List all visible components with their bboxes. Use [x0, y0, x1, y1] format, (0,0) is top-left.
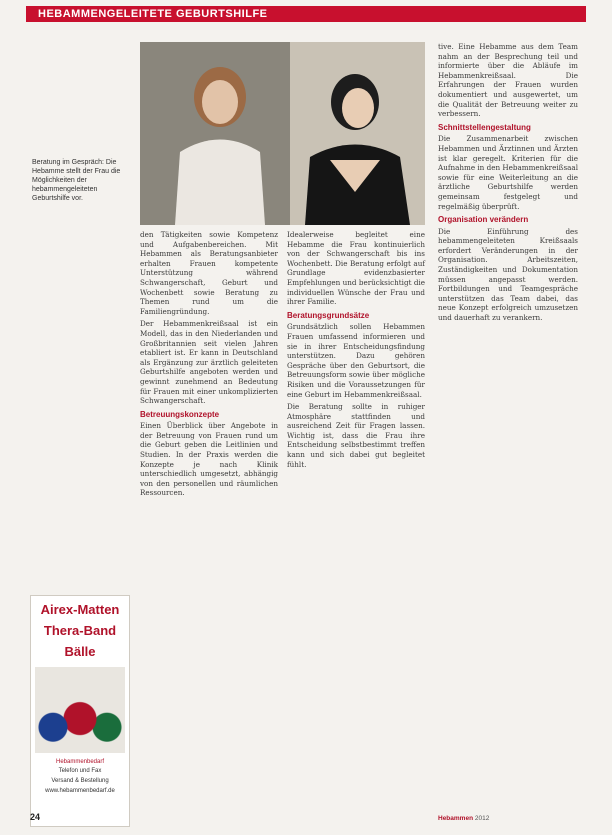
- ad-website[interactable]: www.hebammenbedarf.de: [45, 788, 115, 794]
- paragraph: Einen Überblick über Angebote in der Betreuung von Frauen rund um die Geburt geben die Leitlinien und Studien. In der Praxis werden die Konzepte je nach Klinik unterschiedlich umgesetzt, abhängig von den personellen und räumlichen Ressourcen.: [140, 421, 278, 498]
- page-number: 24: [30, 812, 41, 822]
- paragraph: den Tätigkeiten sowie Kompetenz und Aufgabenbereichen. Mit Hebammen als Beratungsanbieter erhalten Frauen kompetente Unterstützung während Schwangerschaft, Geburt und Wochenbett sowie Beratung zu Themen rund um die Familiengründung.: [140, 230, 278, 316]
- paragraph: Die Einführung des hebammengeleiteten Kreißsaals erfordert Veränderungen in der Organisation. Arbeitszeiten, Zuständigkeiten und Dokumentation müssen angepasst werden. Fortbildungen und Teamgespräche unterstützen das Team dabei, das neue Konzept erfolgreich umzusetzen und dauerhaft zu verankern.: [438, 226, 578, 323]
- paragraph: Die Zusammenarbeit zwischen Hebammen und Ärztinnen und Ärzten ist klar geregelt. Kriterien für die Aufnahme in den Hebammenkreißsaal sowie für eine Weiterleitung an die ärztliche Geburtshilfe werden gemeinsam festgelegt und regelmäßig überprüft.: [438, 134, 578, 211]
- ad-tagline: Hebammenbedarf: [55, 759, 105, 765]
- photo-caption: Beratung im Gespräch: Die Hebamme stellt der Frau die Möglichkeiten der hebammengeleiteten Geburtshilfe vor.: [32, 159, 121, 202]
- paragraph: Der Hebammenkreißsaal ist ein Modell, das in den Niederlanden und Großbritannien seit vielen Jahren etabliert ist. Er kann in Deutschland als Ergänzung zur ärztlich geleiteten Geburtshilfe angeboten werden und gewinnt zunehmend an Bedeutung für Frauen mit einer unkomplizierten Schwangerschaft.: [140, 319, 278, 406]
- mat-rolls-image: [35, 667, 125, 753]
- subheading: Organisation verändern: [438, 215, 529, 225]
- ad-title-3: Bälle: [64, 644, 96, 659]
- subheading: Schnittstellengestaltung: [438, 122, 531, 132]
- subheading: Beratungsgrundsätze: [287, 310, 370, 320]
- section-header: [26, 6, 586, 22]
- paragraph: tive. Eine Hebamme aus dem Team nahm an der Besprechung teil und informierte über die Abläufe im Hebammenkreißsaal. Die Erfahrungen der Frauen wurden dokumentiert und ausgewertet, um die Qualität der Betreuung weiter zu verbessern.: [438, 42, 578, 119]
- ad-contact-1: Telefon und Fax: [58, 768, 102, 774]
- ad-title-1: Airex-Matten: [40, 602, 120, 617]
- text-column-3: [438, 42, 578, 326]
- journal-issue: 2012: [474, 815, 490, 822]
- text-column-2: [287, 230, 425, 472]
- ad-title-2: Thera-Band: [43, 623, 117, 638]
- article-photo: [140, 42, 425, 225]
- section-title: HEBAMMENGELEITETE GEBURTSHILFE: [38, 8, 268, 20]
- advertisement[interactable]: [30, 595, 130, 827]
- journal-name: Hebammen: [438, 815, 474, 822]
- paragraph: Die Beratung sollte in ruhiger Atmosphäre stattfinden und ausreichend Zeit für Fragen lassen. Wichtig ist, dass die Frau ihre Entscheidung selbstbestimmt treffen kann und sich dabei gut begleitet fühlt.: [287, 402, 425, 469]
- ad-contact-2: Versand & Bestellung: [51, 778, 109, 784]
- paragraph: Grundsätzlich sollen Hebammen Frauen umfassend informieren und sie in ihrer Entscheidungsfindung unterstützen. Dazu gehören Gespräche über den Geburtsort, die Betreuungsform sowie über mögliche Risiken und die Voraussetzungen für eine Geburt im Hebammenkreißsaal.: [287, 322, 425, 399]
- photo-illustration: [140, 42, 425, 225]
- text-column-1: [140, 230, 278, 501]
- journal-footer: [438, 815, 489, 822]
- paragraph: Idealerweise begleitet eine Hebamme die Frau kontinuierlich von der Schwangerschaft bis ins Wochenbett. Die Beratung erfolgt auf Grundlage evidenzbasierter Empfehlungen und berücksichtigt die individuellen Wünsche der Frau und ihrer Familie.: [287, 230, 425, 307]
- subheading: Betreuungskonzepte: [140, 409, 220, 419]
